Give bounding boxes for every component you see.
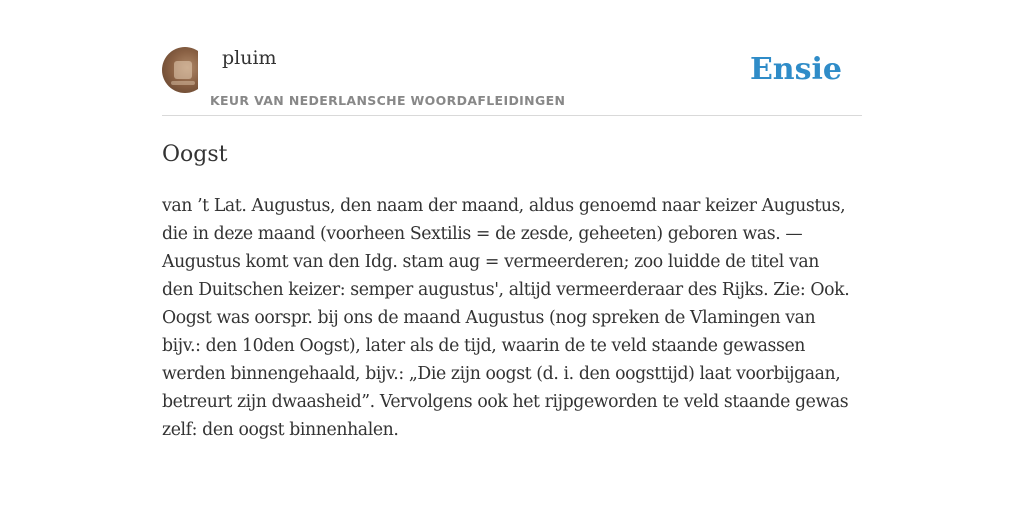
entry-title: Oogst <box>162 142 228 167</box>
entry-card <box>162 0 862 512</box>
user-name[interactable]: pluim <box>222 47 277 69</box>
entry-line: den Duitschen keizer: semper augustus', altijd vermeerderaar des Rijks. Zie: Ook. <box>162 280 850 300</box>
source-title[interactable]: KEUR VAN NEDERLANSCHE WOORDAFLEIDINGEN <box>210 93 566 108</box>
card-header <box>162 0 862 116</box>
avatar[interactable] <box>162 47 208 93</box>
brand-logo[interactable]: Ensie <box>749 52 842 87</box>
entry-line: Augustus komt van den Idg. stam aug = vermeerderen; zoo luidde de titel van <box>162 252 819 272</box>
entry-line: bijv.: den 10den Oogst), later als de tijd, waarin de te veld staande gewassen <box>162 336 806 356</box>
entry-line: die in deze maand (voorheen Sextilis = de zesde, geheeten) geboren was. — <box>162 224 803 244</box>
entry-line: van ’t Lat. Augustus, den naam der maand, aldus genoemd naar keizer Augustus, <box>162 196 846 216</box>
entry-line: zelf: den oogst binnenhalen. <box>162 420 399 440</box>
entry-line: werden binnengehaald, bijv.: „Die zijn oogst (d. i. den oogsttijd) laat voorbijgaan, <box>162 364 841 384</box>
entry-line: betreurt zijn dwaasheid”. Vervolgens ook het rijpgeworden te veld staande gewas <box>162 392 849 412</box>
entry-body <box>162 192 862 444</box>
entry-line: Oogst was oorspr. bij ons de maand Augustus (nog spreken de Vlamingen van <box>162 308 816 328</box>
